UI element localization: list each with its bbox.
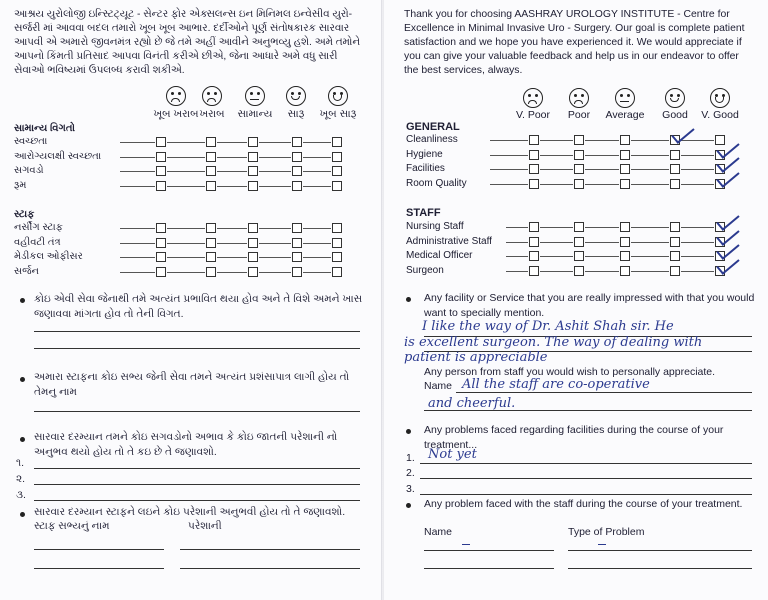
problem-type-column-label: Type of Problem: [568, 526, 645, 538]
rating-row: [0, 165, 382, 179]
leader-line: [631, 155, 669, 156]
leader-line: [490, 155, 528, 156]
rating-checkbox[interactable]: [670, 237, 680, 247]
rating-label: Poor: [567, 109, 591, 121]
leader-line: [120, 243, 155, 244]
rating-checkbox[interactable]: [248, 137, 258, 147]
handwritten-answer: patient is appreciable: [404, 350, 548, 365]
leader-line: [303, 171, 331, 172]
rating-checkbox[interactable]: [248, 166, 258, 176]
leader-line: [540, 169, 573, 170]
name-label: Name: [424, 380, 453, 392]
leader-line: [259, 157, 291, 158]
handwritten-answer: All the staff are co-operative: [462, 377, 650, 392]
leader-line: [217, 171, 247, 172]
rating-row-label: Room Quality: [406, 177, 467, 189]
rating-checkbox[interactable]: [156, 252, 166, 262]
rating-row-label: મેડીકલ ઓફીસર: [14, 251, 83, 262]
rating-checkbox[interactable]: [620, 150, 630, 160]
rating-row-label: Medical Officer: [406, 250, 473, 261]
leader-line: [506, 242, 528, 243]
rating-checkbox[interactable]: [156, 181, 166, 191]
rating-row: [384, 163, 768, 177]
leader-line: [167, 272, 205, 273]
bullet: [20, 437, 25, 442]
bullet: [406, 429, 411, 434]
rating-checkbox[interactable]: [620, 237, 630, 247]
leader-line: [120, 228, 155, 229]
leader-line: [120, 157, 155, 158]
rating-checkbox[interactable]: [292, 223, 302, 233]
leader-line: [631, 140, 669, 141]
answer-line[interactable]: [568, 550, 752, 551]
rating-row-label: Facilities: [406, 163, 445, 174]
rating-checkbox[interactable]: [529, 237, 539, 247]
list-number: 1.: [406, 452, 415, 464]
question-staff-problems: Any problem faced with the staff during the course of your treatment.: [424, 498, 743, 510]
leader-line: [631, 242, 669, 243]
rating-checkbox[interactable]: [248, 223, 258, 233]
leader-line: [303, 142, 331, 143]
rating-row: [0, 251, 382, 265]
rating-checkbox[interactable]: [156, 267, 166, 277]
rating-row: [384, 250, 768, 264]
rating-checkbox[interactable]: [529, 251, 539, 261]
rating-checkbox[interactable]: [248, 238, 258, 248]
leader-line: [167, 257, 205, 258]
leader-line: [681, 242, 714, 243]
rating-row-label: નર્સીંગ સ્ટાફ: [14, 222, 63, 233]
rating-row-label: Nursing Staff: [406, 221, 464, 232]
rating-checkbox[interactable]: [206, 166, 216, 176]
rating-label: સારૂ: [287, 108, 305, 120]
bullet: [20, 298, 25, 303]
leader-line: [585, 169, 619, 170]
leader-line: [631, 184, 669, 185]
rating-label: ખરાબ: [199, 108, 225, 120]
answer-line[interactable]: [34, 568, 164, 569]
rating-checkbox[interactable]: [332, 166, 342, 176]
leader-line: [259, 257, 291, 258]
rating-row-label: Cleanliness: [406, 134, 458, 145]
answer-line[interactable]: [34, 411, 360, 412]
rating-checkbox[interactable]: [206, 223, 216, 233]
rating-checkbox[interactable]: [332, 252, 342, 262]
handwritten-answer: Not yet: [428, 447, 477, 462]
list-number: ૧.: [16, 457, 25, 469]
leader-line: [506, 271, 528, 272]
rating-row: [0, 222, 382, 236]
rating-checkbox[interactable]: [156, 166, 166, 176]
rating-checkbox[interactable]: [292, 267, 302, 277]
question-appreciate-staff: Any person from staff you would wish to personally appreciate.: [424, 366, 716, 378]
poor-face-icon: [202, 86, 222, 106]
rating-row-label: સ્વચ્છતા: [14, 136, 48, 147]
handwritten-dash: [598, 544, 606, 545]
leader-line: [259, 272, 291, 273]
answer-line[interactable]: [420, 494, 752, 495]
leader-line: [631, 227, 669, 228]
leader-line: [120, 186, 155, 187]
general-heading: GENERAL: [406, 121, 460, 133]
general-heading: સામાન્ય વિગતો: [14, 123, 75, 134]
question-staff-problems: સારવાર દરમ્યાન સ્ટાફને લઇને કોઇ પરેશાની અનુભવી હોય તો તે જણાવશો.: [34, 506, 346, 518]
bullet: [406, 297, 411, 302]
rating-checkbox[interactable]: [574, 222, 584, 232]
rating-label: સામાન્ય: [237, 108, 273, 120]
list-number: ૨.: [16, 473, 26, 485]
rating-row: [0, 180, 382, 194]
leader-line: [259, 142, 291, 143]
problem-column-label: પરેશાની: [188, 520, 222, 532]
rating-checkbox[interactable]: [248, 152, 258, 162]
rating-checkbox[interactable]: [670, 179, 680, 189]
gujarati-intro-text: આશ્રય યુરોલોજી ઇન્સ્ટિટ્યૂટ - સેન્ટર ફોર એક્સલન્સ ઇન મિનિમલ ઇન્વેસીવ યુરો-સર્જરી માં આવવા બદલ તમારો ખૂબ ખૂબ આભાર. દર્દીઓને પૂર્ણ સંતોષકારક સારવાર આપવી એ અમારો જીવનમંત્ર રહ્યો છે જે તમે અહીં આવીને અનુભવ્યુ હશે. અમે તમોને આપનો કિંમતી પ્રતિસાદ આપવા વિનંતી કરીએ છીએ, જેના આધારે અમે વધુ સારી સેવાઓ ભવિષ્યમાં ઉપલબ્ધ કરાવી શકીએ.: [14, 9, 361, 76]
rating-checkbox[interactable]: [332, 238, 342, 248]
rating-row-label: રૂમ: [14, 179, 27, 191]
leader-line: [167, 186, 205, 187]
rating-checkbox[interactable]: [206, 152, 216, 162]
rating-checkbox[interactable]: [574, 237, 584, 247]
leader-line: [120, 272, 155, 273]
rating-checkbox[interactable]: [529, 135, 539, 145]
rating-row-label: Hygiene: [406, 148, 443, 160]
rating-checkbox[interactable]: [529, 164, 539, 174]
name-column-label: Name: [424, 526, 453, 538]
rating-checkbox[interactable]: [292, 252, 302, 262]
poor-face-icon: [569, 88, 589, 108]
rating-checkbox[interactable]: [574, 150, 584, 160]
leader-line: [167, 243, 205, 244]
leader-line: [303, 157, 331, 158]
leader-line: [490, 169, 528, 170]
leader-line: [490, 140, 528, 141]
leader-line: [490, 184, 528, 185]
handwritten-answer: I like the way of Dr. Ashit Shah sir. He: [422, 319, 674, 334]
handwritten-dash: [462, 544, 470, 545]
leader-line: [681, 256, 714, 257]
bullet: [20, 377, 25, 382]
rating-row-label: આરોગ્યલક્ષી સ્વચ્છતા: [14, 150, 102, 162]
leader-line: [631, 271, 669, 272]
leader-line: [167, 228, 205, 229]
leader-line: [585, 140, 619, 141]
question-appreciate-staff: અમારા સ્ટાફના કોઇ સભ્ય જેની સેવા તમને અત્યંત પ્રશંસાપાત્ર લાગી હોય તો તેમનુ નામ: [34, 371, 350, 398]
average-face-icon: [245, 86, 265, 106]
rating-checkbox[interactable]: [206, 181, 216, 191]
rating-checkbox[interactable]: [332, 181, 342, 191]
rating-checkbox[interactable]: [332, 137, 342, 147]
list-number: 2.: [406, 467, 415, 479]
rating-row-label: Administrative Staff: [406, 235, 492, 247]
leader-line: [120, 171, 155, 172]
rating-checkbox[interactable]: [332, 152, 342, 162]
english-feedback-page: [384, 0, 768, 600]
rating-checkbox[interactable]: [670, 266, 680, 276]
rating-checkbox[interactable]: [292, 166, 302, 176]
answer-line[interactable]: [180, 568, 360, 569]
list-number: 3.: [406, 483, 415, 495]
rating-row: [0, 266, 382, 280]
leader-line: [585, 227, 619, 228]
rating-row: [0, 151, 382, 165]
leader-line: [259, 186, 291, 187]
english-intro-text: Thank you for choosing AASHRAY UROLOGY INSTITUTE - Centre for Excellence in Minimal Invasive Uro - Surgery. Our goal is complete patient satisfaction and we hope you have experienced it. We would appreciate if you can give your valuable feedback and help us in our endeavor to offer the best services, always.: [404, 9, 745, 76]
rating-checkbox[interactable]: [620, 222, 630, 232]
leader-line: [585, 184, 619, 185]
rating-row-label: સગવડો: [14, 165, 44, 176]
rating-row: [384, 149, 768, 163]
very-good-face-icon: [710, 88, 730, 108]
rating-checkbox[interactable]: [620, 164, 630, 174]
leader-line: [681, 169, 714, 170]
leader-line: [303, 228, 331, 229]
rating-checkbox[interactable]: [156, 152, 166, 162]
very-poor-face-icon: [166, 86, 186, 106]
rating-checkbox[interactable]: [529, 266, 539, 276]
good-face-icon: [286, 86, 306, 106]
leader-line: [217, 157, 247, 158]
rating-checkbox[interactable]: [206, 252, 216, 262]
rating-checkbox[interactable]: [670, 251, 680, 261]
rating-checkbox[interactable]: [529, 179, 539, 189]
leader-line: [167, 171, 205, 172]
leader-line: [585, 242, 619, 243]
leader-line: [259, 171, 291, 172]
rating-checkbox[interactable]: [529, 222, 539, 232]
leader-line: [259, 243, 291, 244]
leader-line: [217, 243, 247, 244]
leader-line: [681, 271, 714, 272]
staff-heading: STAFF: [406, 207, 441, 219]
rating-row: [0, 136, 382, 150]
leader-line: [540, 155, 573, 156]
leader-line: [217, 186, 247, 187]
answer-line[interactable]: [34, 549, 164, 550]
handwritten-answer: is excellent surgeon. The way of dealing with: [404, 335, 703, 350]
rating-checkbox[interactable]: [574, 135, 584, 145]
answer-line[interactable]: [34, 468, 360, 469]
question-facility-problems: સારવાર દરમ્યાન તમને કોઇ સગવડોનો અભાવ કે કોઇ જાતની પરેશાની નો અનુભવ થયો હોય તો તે કઇ છે તે જણાવશો.: [34, 431, 338, 458]
leader-line: [681, 227, 714, 228]
leader-line: [585, 256, 619, 257]
bullet: [20, 512, 25, 517]
good-face-icon: [665, 88, 685, 108]
rating-checkbox[interactable]: [670, 222, 680, 232]
leader-line: [259, 228, 291, 229]
rating-checkbox[interactable]: [156, 238, 166, 248]
rating-checkbox[interactable]: [292, 238, 302, 248]
leader-line: [681, 184, 714, 185]
rating-checkbox[interactable]: [529, 150, 539, 160]
question-facility-problems: Any problems faced regarding facilities during the course of your treatment...: [424, 424, 724, 451]
answer-line[interactable]: [420, 463, 752, 464]
rating-checkbox[interactable]: [206, 267, 216, 277]
rating-row: [0, 237, 382, 251]
average-face-icon: [615, 88, 635, 108]
leader-line: [506, 256, 528, 257]
rating-label: ખૂબ ખરાબ: [153, 108, 199, 120]
staff-heading: સ્ટાફ: [14, 209, 35, 220]
leader-line: [540, 242, 573, 243]
handwritten-answer: and cheerful.: [428, 396, 516, 411]
answer-line[interactable]: [420, 478, 752, 479]
rating-checkbox[interactable]: [620, 266, 630, 276]
leader-line: [585, 271, 619, 272]
leader-line: [681, 155, 714, 156]
leader-line: [217, 272, 247, 273]
leader-line: [540, 140, 573, 141]
rating-label: Average: [605, 109, 645, 121]
very-good-face-icon: [328, 86, 348, 106]
leader-line: [681, 140, 714, 141]
leader-line: [217, 142, 247, 143]
rating-checkbox[interactable]: [206, 137, 216, 147]
answer-line[interactable]: [34, 484, 360, 485]
answer-line[interactable]: [568, 568, 752, 569]
rating-checkbox[interactable]: [670, 164, 680, 174]
rating-checkbox[interactable]: [574, 251, 584, 261]
leader-line: [631, 256, 669, 257]
rating-row: [384, 265, 768, 279]
staff-name-column-label: સ્ટાફ સભ્યનું નામ: [34, 520, 110, 532]
rating-checkbox[interactable]: [156, 137, 166, 147]
answer-line[interactable]: [456, 392, 752, 393]
leader-line: [303, 257, 331, 258]
answer-line[interactable]: [34, 348, 360, 349]
leader-line: [540, 184, 573, 185]
leader-line: [631, 169, 669, 170]
leader-line: [167, 157, 205, 158]
rating-checkbox[interactable]: [332, 267, 342, 277]
rating-checkbox[interactable]: [248, 181, 258, 191]
leader-line: [506, 227, 528, 228]
gujarati-feedback-page: [0, 0, 382, 600]
question-impressed-service: Any facility or Service that you are really impressed with that you would want to specially mention.: [424, 292, 755, 319]
rating-checkbox[interactable]: [248, 252, 258, 262]
rating-checkbox[interactable]: [670, 150, 680, 160]
leader-line: [303, 186, 331, 187]
rating-checkbox[interactable]: [292, 181, 302, 191]
leader-line: [585, 155, 619, 156]
rating-checkbox[interactable]: [206, 238, 216, 248]
leader-line: [167, 142, 205, 143]
bullet: [406, 503, 411, 508]
rating-row: [384, 134, 768, 148]
leader-line: [217, 228, 247, 229]
rating-checkbox[interactable]: [620, 179, 630, 189]
rating-row: [384, 236, 768, 250]
leader-line: [540, 227, 573, 228]
leader-line: [540, 256, 573, 257]
rating-checkbox[interactable]: [574, 164, 584, 174]
answer-line[interactable]: [34, 331, 360, 332]
answer-line[interactable]: [180, 549, 360, 550]
leader-line: [303, 272, 331, 273]
rating-label: Good: [662, 109, 688, 121]
rating-row: [384, 221, 768, 235]
very-poor-face-icon: [523, 88, 543, 108]
rating-row-label: Surgeon: [406, 264, 444, 276]
rating-checkbox[interactable]: [292, 137, 302, 147]
question-impressed-service: કોઇ એવી સેવા જેનાથી તમે અત્યંત પ્રભાવિત થયા હોવ અને તે વિશે અમને ખાસ જણાવવા માંગતા હોવ તો તેની વિગત.: [34, 293, 363, 320]
rating-checkbox[interactable]: [332, 223, 342, 233]
rating-row-label: સર્જન: [14, 265, 40, 277]
rating-row: [384, 178, 768, 192]
leader-line: [120, 142, 155, 143]
rating-checkbox[interactable]: [156, 223, 166, 233]
rating-checkbox[interactable]: [292, 152, 302, 162]
leader-line: [540, 271, 573, 272]
rating-checkbox[interactable]: [574, 266, 584, 276]
rating-checkbox[interactable]: [620, 135, 630, 145]
rating-checkbox[interactable]: [620, 251, 630, 261]
rating-label: V. Poor: [515, 109, 551, 121]
answer-line[interactable]: [34, 500, 360, 501]
leader-line: [217, 257, 247, 258]
list-number: ૩.: [16, 489, 26, 501]
leader-line: [303, 243, 331, 244]
rating-row-label: વહીવટી તંત્ર: [14, 236, 61, 248]
rating-label: ખૂબ સારૂ: [319, 108, 357, 120]
rating-label: V. Good: [701, 109, 739, 121]
answer-line[interactable]: [424, 550, 554, 551]
rating-checkbox[interactable]: [248, 267, 258, 277]
answer-line[interactable]: [424, 568, 554, 569]
rating-checkbox[interactable]: [574, 179, 584, 189]
leader-line: [120, 257, 155, 258]
